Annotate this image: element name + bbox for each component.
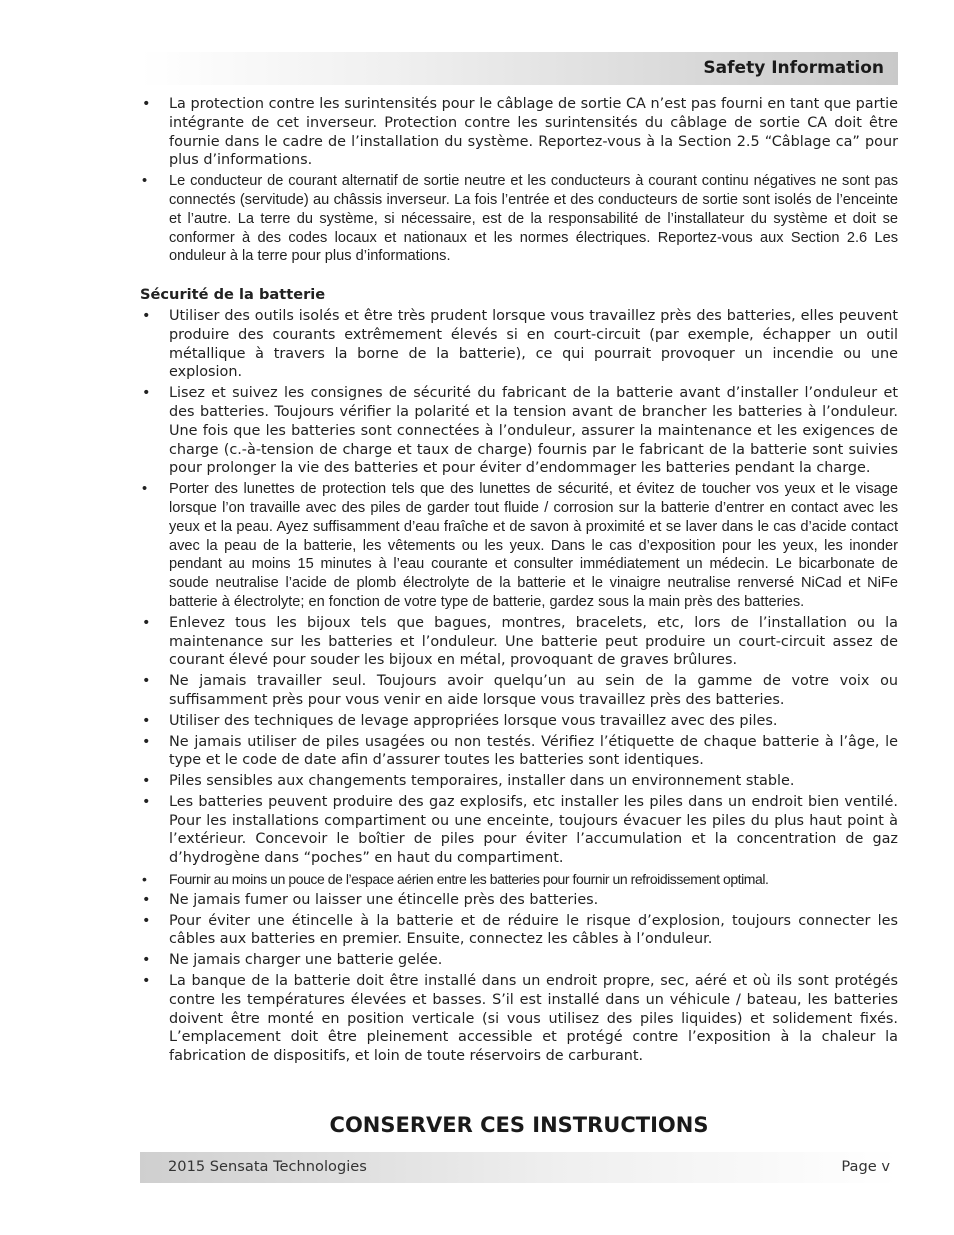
footer-copyright: 2015 Sensata Technologies — [168, 1158, 367, 1175]
list-item: • Utiliser des techniques de levage appropriées lorsque vous travaillez avec des piles. — [140, 712, 898, 731]
battery-list — [140, 307, 898, 1066]
closing-heading: CONSERVER CES INSTRUCTIONS — [329, 1113, 709, 1137]
list-item: • La protection contre les surintensités pour le câblage de sortie CA n’est pas fourni en tant que partie intégrante de cet inverseur. Protection contre les surintensités du câblage de sortie CA doit être fournie dans le cadre de l’installation du système. Reportez-vous à la Section 2.5 “Câblage ca” pour plus d’informations. — [140, 95, 898, 170]
list-item: • Les batteries peuvent produire des gaz explosifs, etc installer les piles dans un endroit bien ventilé. Pour les installations compartiment ou une enceinte, toujours évacuer les piles du plus haut point à l’extérieur. Concevoir le boîtier de piles pour éviter l’accumulation et la concentration de gaz d’hydrogène dans “poches” en haut du compartiment. — [140, 793, 898, 868]
list-item: • Fournir au moins un pouce de l’espace aérien entre les batteries pour fournir un refroidissement optimal. — [140, 870, 898, 889]
list-item: • Enlevez tous les bijoux tels que bagues, montres, bracelets, etc, lors de l’installation ou la maintenance sur les batteries et l’onduleur. Une batterie peut produire un court-circuit assez de courant élevé pour souder les bijoux en métal, provoquant de graves brûlures. — [140, 614, 898, 670]
list-item: • Le conducteur de courant alternatif de sortie neutre et les conducteurs à courant continu négatives ne sont pas connectés (servitude) au châssis inverseur. La fois l’entrée et des conducteurs de sortie sont isolés de l’enceinte et l’autre. La terre du système, si nécessaire, est de la responsabilité de l’installateur du système et doit se conformer à des codes locaux et nationaux et les normes électriques. Reportez-vous aux Section 2.6 Les onduleur à la terre pour plus d’informations. — [140, 172, 898, 266]
list-item: • Porter des lunettes de protection tels que des lunettes de sécurité, et évitez de toucher vos yeux et le visage lorsque l’on travaille avec des piles de garder tout fluide / corrosion sur la batterie d’entrer en contact avec les yeux et la peau. Ayez suffisamment d’eau fraîche et de savon à proximité et se laver dans le cas d’acide contact avec la peau de la batterie, les vêtements ou les yeux. Dans le cas d’exposition pour les yeux, les inonder pendant au moins 15 minutes à l’eau courante et consulter immédiatement un médecin. Le bicarbonate de soude neutralise l’acide de plomb électrolyte de la batterie et le vinaigre neutralise renversé NiCad et NiFe batterie à électrolyte; en fonction de votre type de batterie, gardez sous la main près des batteries. — [140, 480, 898, 612]
list-item: • La banque de la batterie doit être installé dans un endroit propre, sec, aéré et où ils sont protégés contre les températures élevées et basses. S’il est installé dans un véhicule / bateau, les batteries doivent être monté en position verticale (si vous utilisez des piles liquides) et solidement fixés. L’emplacement doit être pleinement accessible et protégé contre l’exposition à la chaleur la fabrication de dispositifs, et loin de toute réservoirs de carburant. — [140, 972, 898, 1066]
intro-list — [140, 95, 898, 266]
page-number: Page v — [841, 1158, 890, 1175]
list-item: • Ne jamais travailler seul. Toujours avoir quelqu’un au sein de la gamme de votre voix ou suffisamment près pour vous venir en aide lorsque vous travaillez près des batteries. — [140, 672, 898, 710]
footer-bar — [140, 1152, 898, 1183]
list-item: • Piles sensibles aux changements temporaires, installer dans un environnement stable. — [140, 772, 898, 791]
list-item: • Ne jamais utiliser de piles usagées ou non testés. Vérifiez l’étiquette de chaque batterie à l’âge, le type et le code de date afin d’assurer toutes les batteries sont identiques. — [140, 733, 898, 771]
section-heading: Sécurité de la batterie — [140, 286, 326, 304]
list-item: • Ne jamais charger une batterie gelée. — [140, 951, 898, 970]
content — [140, 95, 898, 1068]
list-item: • Ne jamais fumer ou laisser une étincelle près des batteries. — [140, 891, 898, 910]
page-title: Safety Information — [703, 58, 884, 78]
list-item: • Pour éviter une étincelle à la batterie et de réduire le risque d’explosion, toujours connecter les câbles aux batteries en premier. Ensuite, connectez les câbles à l’onduleur. — [140, 912, 898, 950]
list-item: • Lisez et suivez les consignes de sécurité du fabricant de la batterie avant d’installer l’onduleur et des batteries. Toujours vérifier la polarité et la tension avant de brancher les batteries à l’onduleur. Une fois que les batteries sont connectées à l’onduleur, assurer la maintenance et les exigences de charge (c.-à-tension de charge et taux de charge) fournis par le fabricant de la batterie sont suivies pour prolonger la vie des batteries et pour éviter d’endommager les batteries pendant la charge. — [140, 384, 898, 478]
header-bar — [140, 52, 898, 85]
list-item: • Utiliser des outils isolés et être très prudent lorsque vous travaillez près des batteries, elles peuvent produire des courants extrêmement élevés si en court-circuit (par exemple, échapper un outil métallique à travers la borne de la batterie), ce qui pourrait provoquer un incendie ou une explosion. — [140, 307, 898, 382]
